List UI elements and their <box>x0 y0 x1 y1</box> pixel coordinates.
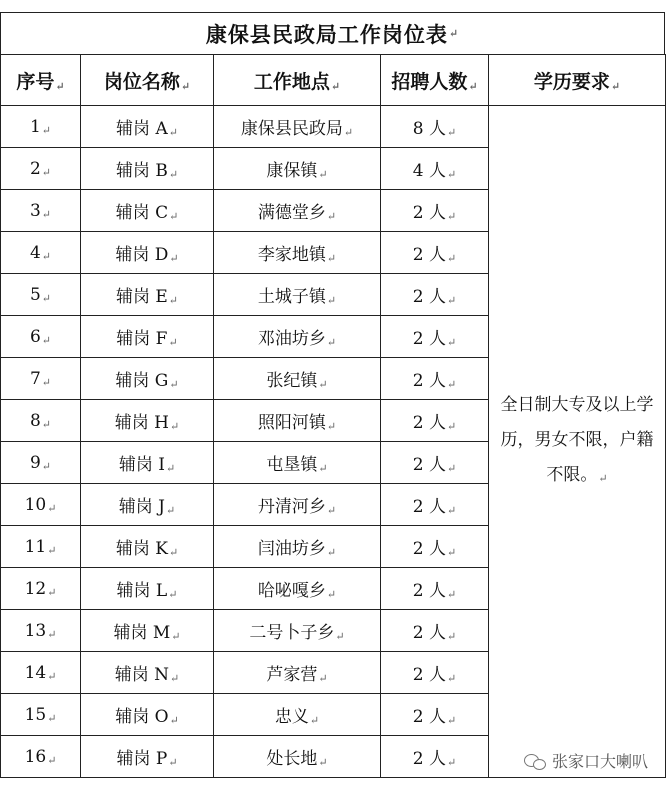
paragraph-mark-icon: ↵ <box>326 210 337 223</box>
cell-place: 照阳河镇↵ <box>214 400 381 442</box>
cell-count: 2 人↵ <box>381 652 489 694</box>
paragraph-mark-icon: ↵ <box>55 79 65 93</box>
paragraph-mark-icon: ↵ <box>41 249 52 263</box>
paragraph-mark-icon: ↵ <box>335 630 345 643</box>
paragraph-mark-icon: ↵ <box>41 165 52 179</box>
cell-seq: 2↵ <box>1 148 81 190</box>
cell-place: 邓油坊乡↵ <box>214 316 381 358</box>
cell-name: 辅岗 C↵ <box>81 190 214 232</box>
paragraph-mark-icon: ↵ <box>447 420 457 433</box>
cell-seq: 12↵ <box>1 568 81 610</box>
paragraph-mark-icon: ↵ <box>41 291 52 305</box>
cell-count: 2 人↵ <box>381 400 489 442</box>
paragraph-mark-icon: ↵ <box>168 126 178 139</box>
header-place: 工作地点↵ <box>214 55 381 106</box>
cell-seq: 6↵ <box>1 316 81 358</box>
paragraph-mark-icon: ↵ <box>447 504 457 517</box>
paragraph-mark-icon: ↵ <box>171 630 181 643</box>
cell-place: 李家地镇↵ <box>214 232 381 274</box>
cell-name: 辅岗 G↵ <box>81 358 214 400</box>
paragraph-mark-icon: ↵ <box>166 504 176 517</box>
paragraph-mark-icon: ↵ <box>326 252 337 265</box>
paragraph-mark-icon: ↵ <box>169 378 179 391</box>
cell-count: 2 人↵ <box>381 316 489 358</box>
cell-place: 满德堂乡↵ <box>214 190 381 232</box>
cell-seq: 4↵ <box>1 232 81 274</box>
header-requirement: 学历要求↵ <box>489 55 666 106</box>
cell-place: 闫油坊乡↵ <box>214 526 381 568</box>
paragraph-mark-icon: ↵ <box>168 588 178 601</box>
cell-count: 2 人↵ <box>381 442 489 484</box>
cell-seq: 15↵ <box>1 694 81 736</box>
paragraph-mark-icon: ↵ <box>41 375 52 389</box>
table-body <box>1 106 666 778</box>
paragraph-mark-icon: ↵ <box>170 672 180 685</box>
paragraph-mark-icon: ↵ <box>447 630 457 643</box>
wechat-icon <box>524 753 546 769</box>
cell-place: 芦家营↵ <box>214 652 381 694</box>
paragraph-mark-icon: ↵ <box>447 672 457 685</box>
cell-name: 辅岗 F↵ <box>81 316 214 358</box>
cell-seq: 7↵ <box>1 358 81 400</box>
paragraph-mark-icon: ↵ <box>330 79 341 93</box>
cell-name: 辅岗 J↵ <box>81 484 214 526</box>
paragraph-mark-icon: ↵ <box>47 585 57 599</box>
cell-count: 2 人↵ <box>381 358 489 400</box>
paragraph-mark-icon: ↵ <box>447 168 457 181</box>
paragraph-mark-icon: ↵ <box>168 168 179 181</box>
paragraph-mark-icon: ↵ <box>47 669 57 683</box>
cell-seq: 16↵ <box>1 736 81 778</box>
paragraph-mark-icon: ↵ <box>447 378 457 391</box>
paragraph-mark-icon: ↵ <box>326 588 337 601</box>
cell-name: 辅岗 N↵ <box>81 652 214 694</box>
paragraph-mark-icon: ↵ <box>326 504 337 517</box>
watermark-text: 张家口大喇叭 <box>551 752 648 771</box>
cell-name: 辅岗 A↵ <box>81 106 214 148</box>
paragraph-mark-icon: ↵ <box>468 79 478 93</box>
table-row <box>1 106 666 148</box>
cell-seq: 11↵ <box>1 526 81 568</box>
paragraph-mark-icon: ↵ <box>41 459 52 473</box>
paragraph-mark-icon: ↵ <box>610 79 621 93</box>
cell-seq: 9↵ <box>1 442 81 484</box>
header-row <box>1 55 666 106</box>
paragraph-mark-icon: ↵ <box>447 756 457 769</box>
cell-name: 辅岗 D↵ <box>81 232 214 274</box>
paragraph-mark-icon: ↵ <box>180 79 191 93</box>
cell-seq: 3↵ <box>1 190 81 232</box>
paragraph-mark-icon: ↵ <box>318 462 328 475</box>
paragraph-mark-icon: ↵ <box>47 711 57 725</box>
cell-place: 丹清河乡↵ <box>214 484 381 526</box>
paragraph-mark-icon: ↵ <box>326 294 337 307</box>
cell-place: 二号卜子乡↵ <box>214 610 381 652</box>
paragraph-mark-icon: ↵ <box>41 417 52 431</box>
paragraph-mark-icon: ↵ <box>168 756 178 769</box>
paragraph-mark-icon: ↵ <box>326 420 337 433</box>
paragraph-mark-icon: ↵ <box>169 714 179 727</box>
paragraph-mark-icon: ↵ <box>447 588 457 601</box>
paragraph-mark-icon: ↵ <box>326 546 337 559</box>
paragraph-mark-icon: ↵ <box>47 501 57 515</box>
cell-place: 忠义↵ <box>214 694 381 736</box>
cell-requirement <box>489 106 666 778</box>
paragraph-mark-icon: ↵ <box>47 627 57 641</box>
cell-name: 辅岗 L↵ <box>81 568 214 610</box>
cell-count: 4 人↵ <box>381 148 489 190</box>
cell-name: 辅岗 K↵ <box>81 526 214 568</box>
paragraph-mark-icon: ↵ <box>168 336 178 349</box>
paragraph-mark-icon: ↵ <box>326 336 337 349</box>
paragraph-mark-icon: ↵ <box>447 462 457 475</box>
cell-count: 2 人↵ <box>381 484 489 526</box>
cell-place: 屯垦镇↵ <box>214 442 381 484</box>
header-count: 招聘人数↵ <box>381 55 489 106</box>
cell-place: 康保镇↵ <box>214 148 381 190</box>
cell-place: 哈咇嘎乡↵ <box>214 568 381 610</box>
cell-count: 2 人↵ <box>381 190 489 232</box>
cell-seq: 8↵ <box>1 400 81 442</box>
paragraph-mark-icon: ↵ <box>447 210 457 223</box>
header-seq: 序号↵ <box>1 55 81 106</box>
paragraph-mark-icon: ↵ <box>169 210 179 223</box>
cell-count: 2 人↵ <box>381 274 489 316</box>
paragraph-mark-icon: ↵ <box>41 123 52 137</box>
paragraph-mark-icon: ↵ <box>447 336 457 349</box>
cell-count: 8 人↵ <box>381 106 489 148</box>
paragraph-mark-icon: ↵ <box>47 543 57 557</box>
paragraph-mark-icon: ↵ <box>318 168 328 181</box>
cell-name: 辅岗 O↵ <box>81 694 214 736</box>
paragraph-mark-icon: ↵ <box>447 126 457 139</box>
cell-name: 辅岗 E↵ <box>81 274 214 316</box>
paragraph-mark-icon: ↵ <box>165 462 176 475</box>
cell-count: 2 人↵ <box>381 568 489 610</box>
table-title-row <box>0 12 665 54</box>
paragraph-mark-icon: ↵ <box>318 672 328 685</box>
paragraph-mark-icon: ↵ <box>168 546 179 559</box>
paragraph-mark-icon: ↵ <box>41 207 52 221</box>
paragraph-mark-icon: ↵ <box>318 756 328 769</box>
cell-place: 康保县民政局↵ <box>214 106 381 148</box>
cell-seq: 5↵ <box>1 274 81 316</box>
cell-seq: 13↵ <box>1 610 81 652</box>
cell-place: 土城子镇↵ <box>214 274 381 316</box>
paragraph-mark-icon: ↵ <box>447 546 457 559</box>
paragraph-mark-icon: ↵ <box>447 294 457 307</box>
cell-count: 2 人↵ <box>381 526 489 568</box>
watermark <box>520 747 652 774</box>
paragraph-mark-icon: ↵ <box>170 420 180 433</box>
paragraph-mark-icon: ↵ <box>318 378 328 391</box>
cell-count: 2 人↵ <box>381 610 489 652</box>
cell-name: 辅岗 P↵ <box>81 736 214 778</box>
paragraph-mark-icon: ↵ <box>169 252 179 265</box>
paragraph-mark-icon: ↵ <box>168 294 179 307</box>
paragraph-mark-icon: ↵ <box>47 753 57 767</box>
paragraph-mark-icon: ↵ <box>343 126 354 139</box>
paragraph-mark-icon: ↵ <box>309 714 320 727</box>
cell-count: 2 人↵ <box>381 232 489 274</box>
paragraph-mark-icon: ↵ <box>448 27 460 40</box>
cell-name: 辅岗 I↵ <box>81 442 214 484</box>
cell-place: 张纪镇↵ <box>214 358 381 400</box>
cell-name: 辅岗 M↵ <box>81 610 214 652</box>
paragraph-mark-icon: ↵ <box>41 333 52 347</box>
cell-count: 2 人↵ <box>381 694 489 736</box>
paragraph-mark-icon: ↵ <box>447 714 457 727</box>
cell-seq: 14↵ <box>1 652 81 694</box>
cell-seq: 1↵ <box>1 106 81 148</box>
cell-seq: 10↵ <box>1 484 81 526</box>
paragraph-mark-icon: ↵ <box>447 252 457 265</box>
cell-place: 处长地↵ <box>214 736 381 778</box>
requirement-text: 全日制大专及以上学历，男女不限，户籍不限。 <box>500 394 654 485</box>
cell-name: 辅岗 H↵ <box>81 400 214 442</box>
job-positions-table <box>0 54 666 778</box>
cell-name: 辅岗 B↵ <box>81 148 214 190</box>
cell-count: 2 人↵ <box>381 736 489 778</box>
table-title: 康保县民政局工作岗位表 <box>205 21 448 47</box>
header-name: 岗位名称↵ <box>81 55 214 106</box>
paragraph-mark-icon: ↵ <box>598 471 608 485</box>
